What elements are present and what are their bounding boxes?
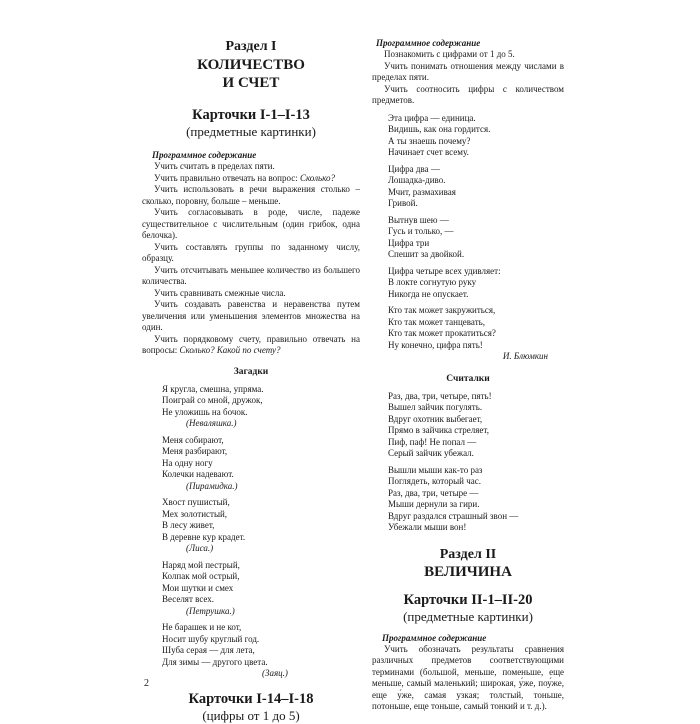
- counting-rhyme-2: [372, 465, 564, 534]
- poem-stanza-3-lines: [372, 215, 564, 261]
- verse-line: Кто так может прокатиться?: [388, 328, 496, 338]
- program-item-3: Учить использовать в речи выражения столько – сколько, поровну, больше – меньше.: [142, 184, 360, 206]
- verse-line: Вытнув шею —: [388, 214, 449, 225]
- program-label: Программное содержание: [152, 150, 257, 160]
- right-column: [372, 38, 564, 713]
- verse-line: Поиграй со мной, дружок,: [162, 395, 263, 405]
- verse-line: Вышел зайчик погулять.: [388, 402, 483, 412]
- poem-stanza-1-lines: [372, 113, 564, 159]
- cards-3-title: Карточки II-1–II-20: [403, 591, 533, 608]
- counting-rhyme-1: [372, 391, 564, 460]
- verse-line: Цифра два —: [388, 163, 440, 174]
- program-item-2: [142, 173, 360, 185]
- program-item-3: Учить соотносить цифры с количеством предметов.: [372, 83, 564, 105]
- riddle-2: [142, 435, 360, 493]
- cards-2-subtitle: (цифры от 1 до 5): [202, 707, 300, 723]
- program-item-9-text: Учить порядковому счету, правильно отвечать на вопросы:: [142, 333, 360, 355]
- program-item-8: Учить создавать равенства и неравенства путем увеличения или уменьшения элементов множества на один.: [142, 299, 360, 332]
- verse-line: Для зимы — другого цвета.: [162, 656, 268, 667]
- verse-line: В деревне кур крадет.: [162, 531, 246, 542]
- riddle-1: [142, 384, 360, 430]
- section-1-name-line2: И СЧЕТ: [222, 75, 280, 91]
- verse-line: Я кругла, смешна, упряма.: [162, 383, 264, 394]
- poem-stanza-4: [372, 266, 564, 301]
- verse-line: Не уложишь на бочок.: [162, 406, 248, 417]
- section-1-name-line1: КОЛИЧЕСТВО: [197, 57, 305, 73]
- program-label-2: Программное содержание: [382, 632, 487, 643]
- verse-line: Носит шубу круглый год.: [162, 633, 260, 644]
- verse-line: Эта цифра — единица.: [388, 112, 476, 123]
- verse-line: Меня собирают,: [162, 434, 224, 445]
- verse-line: В локте согнутую руку: [388, 277, 477, 287]
- verse-line: Раз, два, три, четыре, пять!: [388, 390, 492, 401]
- poem-stanza-5: [372, 305, 564, 351]
- poem-stanza-5-lines: [372, 305, 564, 351]
- cards-3-subtitle: (предметные картинки): [403, 608, 533, 624]
- riddle-2-lines: [142, 435, 360, 481]
- verse-line: Колечки надевают.: [162, 469, 234, 479]
- program-item-6: Учить отсчитывать меньшее количество из большего количества.: [142, 264, 360, 286]
- riddle-1-lines: [142, 384, 360, 419]
- verse-line: Кто так может танцевать,: [388, 316, 485, 327]
- verse-line: Мех золотистый,: [162, 508, 228, 519]
- left-column: [142, 38, 360, 724]
- poem-stanza-2-lines: [372, 164, 564, 210]
- verse-line: Шуба серая — для лета,: [162, 645, 255, 655]
- verse-line: Колпак мой острый,: [162, 571, 240, 581]
- verse-line: Мои шутки и смех: [162, 582, 234, 593]
- verse-line: Никогда не опускает.: [388, 288, 469, 299]
- verse-line: Наряд мой пестрый,: [162, 559, 240, 570]
- program-item-size: Учить обозначать результаты сравнения различных предметов соответствующими терминами (большой, меньше, поменьше, еще меньше, самый маленький; широкая, у́же, поу́же, еще у́же, самая узкая; толстый, тоньше, потоньше, еще тоньше, самый тонкий и т. д.).: [372, 643, 564, 711]
- verse-line: Мыши дернули за гири.: [388, 499, 480, 509]
- riddle-answer: (Заяц.): [262, 668, 288, 678]
- riddles-title: Загадки: [233, 366, 269, 377]
- program-item-1: Познакомить с цифрами от 1 до 5.: [384, 49, 515, 59]
- riddle-answer: (Петрушка.): [186, 605, 235, 616]
- verse-line: Кто так может закружиться,: [388, 305, 496, 315]
- verse-line: На одну ногу: [162, 457, 213, 468]
- program-item-9: [142, 334, 360, 357]
- counting-rhymes-title: Считалки: [446, 373, 490, 384]
- program-item-2: Учить понимать отношения между числами в пределах пяти.: [372, 60, 564, 82]
- program-item-2-question: Сколько?: [299, 172, 335, 183]
- riddle-3: [142, 497, 360, 555]
- verse-line: Вдруг раздался страшный звон —: [388, 510, 519, 521]
- program-item-1: Учить считать в пределах пяти.: [154, 161, 275, 171]
- verse-line: Гривой.: [388, 198, 418, 208]
- verse-line: Мчит, размахивая: [388, 186, 456, 197]
- verse-line: Гусь и только, —: [388, 226, 454, 236]
- verse-line: Прямо в зайчика стреляет,: [388, 425, 489, 435]
- poem-author: И. Блюмкин: [502, 351, 548, 361]
- riddle-5-lines: [142, 622, 360, 668]
- verse-line: Пиф, паф! Не попал —: [388, 436, 477, 447]
- poem-stanza-4-lines: [372, 266, 564, 301]
- verse-line: Начинает счет всему.: [388, 147, 469, 157]
- poem-stanza-3: [372, 215, 564, 261]
- cards-1-subtitle: (предметные картинки): [186, 124, 316, 139]
- verse-line: Серый зайчик убежал.: [388, 448, 474, 458]
- cards-2-title: Карточки I-14–I-18: [188, 690, 314, 707]
- verse-line: Раз, два, три, четыре —: [388, 487, 479, 498]
- page-number: 2: [144, 678, 149, 689]
- riddle-3-lines: [142, 497, 360, 543]
- verse-line: А ты знаешь почему?: [388, 135, 471, 146]
- verse-line: Не барашек и не кот,: [162, 622, 242, 632]
- verse-line: В лесу живет,: [162, 520, 215, 530]
- program-item-5: Учить составлять группы по заданному числу, образцу.: [142, 241, 360, 263]
- cards-1-title: Карточки I-1–I-13: [192, 107, 310, 123]
- verse-line: Убежали мыши вон!: [388, 522, 467, 532]
- program-item-2-text: Учить правильно отвечать на вопрос:: [154, 172, 300, 183]
- verse-line: Спешит за двойкой.: [388, 249, 465, 259]
- verse-line: Хвост пушистый,: [162, 497, 230, 507]
- verse-line: Видишь, как она гордится.: [388, 124, 491, 134]
- program-item-9-questions: Сколько? Какой по счету?: [179, 345, 281, 355]
- verse-line: Цифра три: [388, 237, 430, 248]
- verse-line: Ну конечно, цифра пять!: [388, 339, 483, 350]
- verse-line: Цифра четыре всех удивляет:: [388, 265, 501, 276]
- verse-line: Веселят всех.: [162, 594, 215, 604]
- program-item-7: Учить сравнивать смежные числа.: [154, 287, 286, 298]
- verse-line: Поглядеть, который час.: [388, 476, 481, 486]
- counting-rhyme-1-lines: [372, 391, 564, 460]
- program-item-4: Учить согласовывать в роде, числе, падеже существительное с числительным (один грибок, одна белочка).: [142, 207, 360, 240]
- poem-stanza-1: [372, 113, 564, 159]
- poem-stanza-2: [372, 164, 564, 210]
- section-2-title: Раздел II: [439, 546, 497, 562]
- riddle-5: [142, 622, 360, 680]
- program-label: Программное содержание: [376, 38, 481, 48]
- verse-line: Вдруг охотник выбегает,: [388, 413, 483, 424]
- verse-line: Вышли мыши как-то раз: [388, 464, 483, 475]
- riddle-4-lines: [142, 560, 360, 606]
- riddle-answer: (Пирамидка.): [186, 480, 238, 491]
- counting-rhyme-2-lines: [372, 465, 564, 534]
- riddle-4: [142, 560, 360, 618]
- verse-line: Меня разбирают,: [162, 446, 228, 456]
- riddle-answer: (Неваляшка.): [186, 418, 237, 428]
- section-2-name: ВЕЛИЧИНА: [424, 563, 512, 580]
- section-1-title: Раздел I: [225, 39, 277, 54]
- riddle-answer: (Лиса.): [186, 543, 214, 553]
- verse-line: Лошадка-диво.: [388, 175, 446, 185]
